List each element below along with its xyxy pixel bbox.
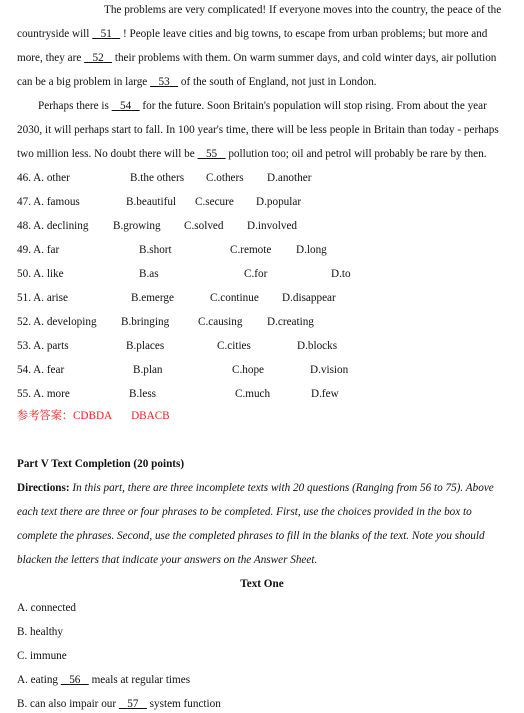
blank-57: 57 [127, 698, 139, 710]
text-title: Text One [240, 578, 284, 590]
option-d: D.vision [310, 364, 349, 376]
blank-51: 51 [100, 28, 112, 40]
option-b: B.growing [113, 220, 161, 232]
directions-text: blacken the letters that indicate your answers on the Answer Sheet. [17, 554, 318, 566]
blank-56: 56 [69, 674, 81, 686]
option-d: D.another [267, 172, 312, 184]
answer-group-2: DBACB [131, 410, 170, 422]
phrase-text: A. eating [17, 674, 59, 686]
passage-text: 2030, it will perhaps start to fall. In 100 year's time, there will be less people in Britain than today - perhaps [17, 124, 499, 136]
option-c: C.continue [210, 292, 259, 304]
option-d: D.involved [247, 220, 298, 232]
blank-53: 53 [158, 76, 170, 88]
option-c: C.causing [198, 316, 243, 328]
directions-line [17, 481, 494, 495]
option-c: C.hope [232, 364, 265, 376]
option-d: D.blocks [297, 340, 338, 352]
passage-text: ! People leave cities and big towns, to escape from urban problems; but more and [122, 28, 488, 40]
option-b: B.as [139, 268, 159, 280]
option-b: B.places [126, 340, 165, 352]
option-a: 50. A. like [17, 268, 64, 280]
option-c: C.for [244, 268, 268, 280]
option-b: B.bringing [121, 316, 170, 328]
passage-text: can be a big problem in large [17, 76, 148, 88]
option-d: D.creating [267, 316, 314, 328]
blank-54: 54 [120, 100, 132, 112]
option-b: B.less [129, 388, 157, 400]
phrase-item [17, 697, 221, 711]
option-d: D.few [311, 388, 339, 400]
answer-key [17, 409, 170, 423]
option-c: C.much [235, 388, 271, 400]
option-b: B.plan [133, 364, 163, 376]
passage-line [17, 51, 496, 65]
option-a: 46. A. other [17, 172, 70, 184]
blank-52: 52 [92, 52, 104, 64]
passage-line [17, 147, 487, 161]
phrase-text: B. can also impair our [17, 698, 117, 710]
passage-text: more, they are [17, 52, 82, 64]
option-c: C.solved [184, 220, 224, 232]
option-b: B.short [139, 244, 172, 256]
passage-line [38, 99, 487, 113]
phrase-item [17, 673, 190, 687]
directions-label: Directions: [17, 482, 70, 494]
directions-text: each text there are three or four phrases to be completed. First, use the choices provided in the box to [17, 506, 472, 518]
option-b: B.the others [130, 172, 185, 184]
option-c: C.secure [195, 196, 234, 208]
passage-text: for the future. Soon Britain's population will stop rising. From about the year [142, 100, 487, 112]
phrase-text: system function [149, 698, 221, 710]
passage-line [17, 27, 487, 41]
passage-line [104, 3, 501, 17]
option-c: C.others [206, 172, 244, 184]
answer-group-1: CDBDA [72, 410, 112, 422]
blank-55: 55 [205, 148, 218, 160]
section-heading: Part V Text Completion (20 points) [17, 458, 185, 470]
answer-key-label: 参考答案： [17, 410, 73, 422]
directions-text: complete the phrases. Second, use the completed phrases to fill in the blanks of the text. Note you should [17, 530, 485, 542]
option-a: 54. A. fear [17, 364, 65, 376]
option-a: 49. A. far [17, 244, 60, 256]
passage-text: their problems with them. On warm summer days, and cold winter days, air pollution [114, 52, 497, 64]
phrase-text: meals at regular times [91, 674, 191, 686]
option-a: 55. A. more [17, 388, 70, 400]
option-c: C.cities [217, 340, 251, 352]
directions-text: In this part, there are three incomplete texts with 20 questions (Ranging from 56 to 75). Above [72, 482, 494, 494]
option-b: B.emerge [131, 292, 174, 304]
choice-item: A. connected [17, 602, 77, 614]
choice-item: B. healthy [17, 626, 63, 638]
option-d: D.long [296, 244, 327, 256]
passage-line [17, 123, 499, 137]
option-a: 52. A. developing [17, 316, 97, 328]
option-d: D.popular [256, 196, 302, 208]
option-a: 48. A. declining [17, 220, 89, 232]
option-a: 47. A. famous [17, 196, 80, 208]
passage-line [17, 75, 377, 89]
passage-text: Perhaps there is [38, 100, 109, 112]
passage-text: two million less. No doubt there will be [17, 148, 195, 160]
option-d: D.disappear [282, 292, 336, 304]
option-a: 51. A. arise [17, 292, 68, 304]
choice-item: C. immune [17, 650, 67, 662]
option-b: B.beautiful [126, 196, 177, 208]
passage-text: pollution too; oil and petrol will probably be rare by then. [228, 148, 487, 160]
option-c: C.remote [230, 244, 272, 256]
passage-text: of the south of England, not just in London. [180, 76, 377, 88]
passage-text: The problems are very complicated! If everyone moves into the country, the peace of the [104, 4, 502, 16]
option-a: 53. A. parts [17, 340, 69, 352]
option-d: D.to [331, 268, 351, 280]
passage-text: countryside will [17, 28, 90, 40]
